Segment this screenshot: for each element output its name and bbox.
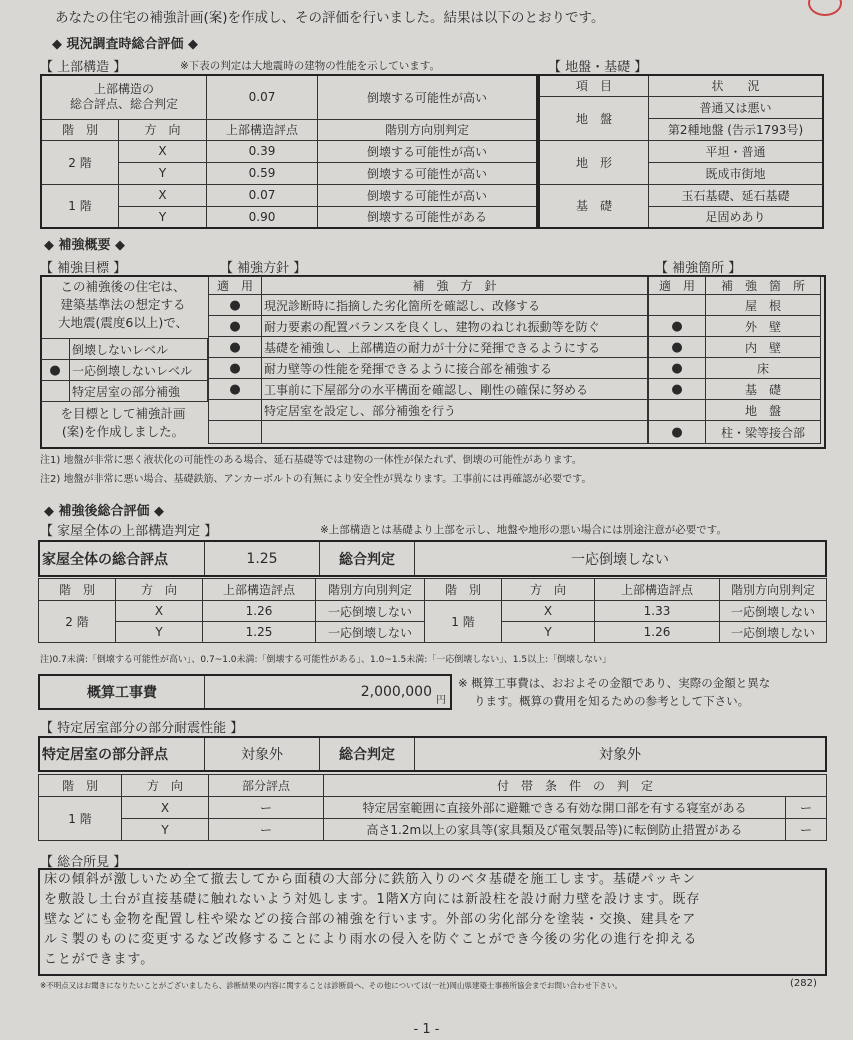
policy-header-text: 補 強 方 針 [262,277,648,295]
cost-note-line: ります。概算の費用を知るための参考として下さい。 [474,694,750,708]
partial-score-label: 特定居室の部分評点 [39,737,205,771]
opinion-line: を敷設し土台が直接基礎に触れないよう対処します。1階X方向には新設柱を設け耐力壁を設けます。既存 [44,892,701,907]
ground-header-status: 状 況 [649,75,824,96]
location-text: 地 盤 [706,400,821,421]
goal-end-text [42,405,204,441]
header-direction: 方 向 [119,119,207,140]
current-title: ◆ 現況調査時総合評価 ◆ [52,37,199,52]
goal-end-line: (案)を作成しました。 [61,424,185,439]
seal-stamp [808,0,842,16]
ground-foundation-table [538,74,824,229]
location-text: 屋 根 [706,295,821,316]
header-judgment: 階別方向別判定 [720,579,827,601]
policy-text: 耐力要素の配置バランスを良くし、建物のねじれ振動等を防ぐ [262,316,648,337]
cost-label: 概算工事費 [39,675,205,709]
whole-note: ※上部構造とは基礎より上部を示し、地盤や地形の悪い場合には別途注意が必要です。 [320,524,727,536]
header-score: 上部構造評点 [207,119,318,140]
upper-structure-note: ※下表の判定は大地震時の建物の性能を示しています。 [180,60,440,72]
location-mark: ● [649,337,706,358]
goal-levels-table [41,338,208,402]
condition-result: ー [786,797,827,819]
ground-item: 地 盤 [539,96,649,140]
header-floor: 階 別 [425,579,502,601]
overall-score: 0.07 [207,75,318,119]
partial-table [38,774,827,841]
location-mark: ● [649,316,706,337]
policy-text: 特定居室を設定し、部分補強を行う [262,400,648,421]
policy-table [208,276,648,444]
partial-judgment-value: 対象外 [415,737,827,771]
direction-cell: Y [122,819,209,841]
header-direction: 方 向 [116,579,203,601]
location-header-apply: 適 用 [649,277,706,295]
score-cell: 1.33 [595,601,720,622]
policy-text: 基礎を補強し、上部構造の耐力が十分に発揮できるようにする [262,337,648,358]
partial-score-cell: ー [209,797,324,819]
opinion-line: 床の傾斜が激しいため全て撤去してから面積の大部分に鉄筋入りのベタ基礎を施工します。基礎パッキン [44,872,697,887]
header-partial-score: 部分評点 [209,775,324,797]
location-mark: ● [649,358,706,379]
judgment-cell: 倒壊する可能性が高い [318,140,538,162]
whole-label: 【 家屋全体の上部構造判定 】 [40,524,218,539]
header-judgment: 階別方向別判定 [318,119,538,140]
score-cell: 1.26 [595,622,720,643]
foundation-item: 基 礎 [539,184,649,228]
policy-mark: ● [209,379,262,400]
policy-text: 現況診断時に指摘した劣化箇所を確認し、改修する [262,295,648,316]
location-label: 【 補強箇所 】 [655,261,742,276]
floor-1-label: 1 階 [41,184,119,228]
score-cell: 0.90 [207,206,318,228]
upper-structure-label: 【 上部構造 】 [40,60,127,75]
direction-cell: Y [116,622,203,643]
judgment-cell: 一応倒壊しない [720,601,827,622]
location-text: 床 [706,358,821,379]
direction-cell: X [119,184,207,206]
location-mark [649,295,706,316]
judgment-cell: 倒壊する可能性が高い [318,184,538,206]
current-upper-table [40,74,538,229]
policy-mark: ● [209,337,262,358]
total-score-label: 家屋全体の総合評点 [39,541,205,576]
condition-cell: 高さ1.2m以上の家具等(家具類及び電気製品等)に転倒防止措置がある [324,819,786,841]
goal-text [42,278,204,332]
location-text: 柱・梁等接合部 [706,421,821,444]
score-cell: 1.25 [203,622,316,643]
goal-level-label: 一応倒壊しないレベル [70,360,208,381]
opinion-line: ルミ製のものに変更するなど改修することにより雨水の侵入を防ぐことができ今後の劣化の進行を抑える [44,932,698,947]
after-title: ◆ 補強後総合評価 ◆ [44,504,165,519]
goal-label: 【 補強目標 】 [40,261,127,276]
score-cell: 0.07 [207,184,318,206]
opinion-label: 【 総合所見 】 [40,855,127,870]
cost-amount: 2,000,000 [360,684,432,700]
partial-score-table [38,736,827,772]
cost-note-line: ※ 概算工事費は、おおよその金額であり、実際の金額と異な [458,676,771,690]
goal-line: この補強後の住宅は、 [60,279,186,294]
policy-text: 工事前に下屋部分の水平構面を確認し、剛性の確保に努める [262,379,648,400]
location-mark [649,400,706,421]
location-mark: ● [649,379,706,400]
overview-note-1: 注1) 地盤が非常に悪く液状化の可能性のある場合、延石基礎等では建物の一体性が保たれず、倒壊の可能性があります。 [40,455,582,466]
opinion-line: ことができます。 [44,952,155,967]
goal-level-mark [41,381,70,402]
partial-judgment-label: 総合判定 [320,737,415,771]
total-score-value: 1.25 [205,541,320,576]
partial-score-cell: ー [209,819,324,841]
direction-cell: Y [502,622,595,643]
cost-unit: 円 [436,695,446,706]
terrain-value: 既成市街地 [649,162,824,184]
judgment-cell: 一応倒壊しない [316,601,425,622]
terrain-value: 平坦・普通 [649,140,824,162]
score-cell: 0.59 [207,162,318,184]
after-note: 注)0.7未満:「倒壊する可能性が高い」、0.7~1.0未満:「倒壊する可能性がある」、1.0~1.5未満:「一応倒壊しない」、1.5以上:「倒壊しない」 [40,655,612,665]
floor-2-label: 2 階 [39,601,116,643]
header-direction: 方 向 [122,775,209,797]
floor-1-label: 1 階 [425,601,502,643]
floor-1-label: 1 階 [39,797,122,841]
direction-cell: Y [119,162,207,184]
judgment-cell: 倒壊する可能性が高い [318,162,538,184]
location-mark: ● [649,421,706,444]
opinion-text [44,870,700,970]
floor-2-label: 2 階 [41,140,119,184]
ground-foundation-label: 【 地盤・基礎 】 [548,60,648,75]
goal-level-label: 倒壊しないレベル [70,339,208,360]
foundation-value: 足固めあり [649,206,824,228]
footer-code: (282) [790,978,817,989]
policy-mark [209,421,262,444]
policy-text: 耐力壁等の性能を発揮できるように接合部を補強する [262,358,648,379]
score-cell: 1.26 [203,601,316,622]
overview-note-2: 注2) 地盤が非常に悪い場合、基礎鉄筋、アンカーボルトの有無により安全性が異なります。工事前には再確認が必要です。 [40,474,592,485]
location-text: 基 礎 [706,379,821,400]
condition-result: ー [786,819,827,841]
goal-end-line: を目標として補強計画 [60,406,186,421]
header-floor: 階 別 [39,579,116,601]
location-text: 外 壁 [706,316,821,337]
policy-header-apply: 適 用 [209,277,262,295]
ground-value: 普通又は悪い [649,96,824,118]
score-cell: 0.39 [207,140,318,162]
direction-cell: X [116,601,203,622]
location-table [648,276,821,444]
header-score: 上部構造評点 [203,579,316,601]
ground-header-item: 項 目 [539,75,649,96]
policy-mark: ● [209,295,262,316]
page-number: - 1 - [413,1022,440,1037]
after-total-table [38,540,827,577]
policy-label: 【 補強方針 】 [220,261,307,276]
intro-text: あなたの住宅の補強計画(案)を作成し、その評価を行いました。結果は以下のとおりです。 [55,10,605,26]
header-direction: 方 向 [502,579,595,601]
policy-mark [209,400,262,421]
judgment-cell: 一応倒壊しない [316,622,425,643]
partial-score-value: 対象外 [205,737,320,771]
opinion-line: 壁などにも金物を配置し柱や梁などの接合部の補強を行います。外部の劣化部分を塗装・交換、建具をア [44,912,697,927]
cost-note [458,674,770,710]
total-judgment-value: 一応倒壊しない [415,541,827,576]
policy-text [262,421,648,444]
cost-value [205,675,452,709]
location-text: 内 壁 [706,337,821,358]
goal-level-mark: ● [41,360,70,381]
after-floor-table [38,578,827,643]
ground-value: 第2種地盤 (告示1793号) [649,118,824,140]
total-judgment-label: 総合判定 [320,541,415,576]
location-header-text: 補 強 箇 所 [706,277,821,295]
overall-label: 上部構造の 総合評点、総合判定 [41,75,207,119]
cost-table [38,674,452,710]
judgment-cell: 倒壊する可能性がある [318,206,538,228]
condition-cell: 特定居室範囲に直接外部に避難できる有効な開口部を有する寝室がある [324,797,786,819]
judgment-cell: 一応倒壊しない [720,622,827,643]
direction-cell: X [502,601,595,622]
header-judgment: 階別方向別判定 [316,579,425,601]
header-score: 上部構造評点 [595,579,720,601]
header-floor: 階 別 [39,775,122,797]
header-condition: 付 帯 条 件 の 判 定 [324,775,827,797]
goal-level-mark [41,339,70,360]
direction-cell: X [119,140,207,162]
foundation-value: 玉石基礎、延石基礎 [649,184,824,206]
direction-cell: X [122,797,209,819]
partial-label: 【 特定居室部分の部分耐震性能 】 [40,721,244,736]
policy-mark: ● [209,358,262,379]
direction-cell: Y [119,206,207,228]
policy-mark: ● [209,316,262,337]
goal-level-label: 特定居室の部分補強 [70,381,208,402]
goal-line: 大地震(震度6以上)で、 [58,315,188,330]
overall-judgment: 倒壊する可能性が高い [318,75,538,119]
goal-line: 建築基準法の想定する [60,297,186,312]
terrain-item: 地 形 [539,140,649,184]
footer-note: ※不明点又はお聞きになりたいことがございましたら、診断結果の内容に関することは診断員へ、その他については(一社)岡山県建築士事務所協会までお問い合わせ下さい。 [40,981,622,990]
header-floor: 階 別 [41,119,119,140]
overview-title: ◆ 補強概要 ◆ [44,238,126,253]
